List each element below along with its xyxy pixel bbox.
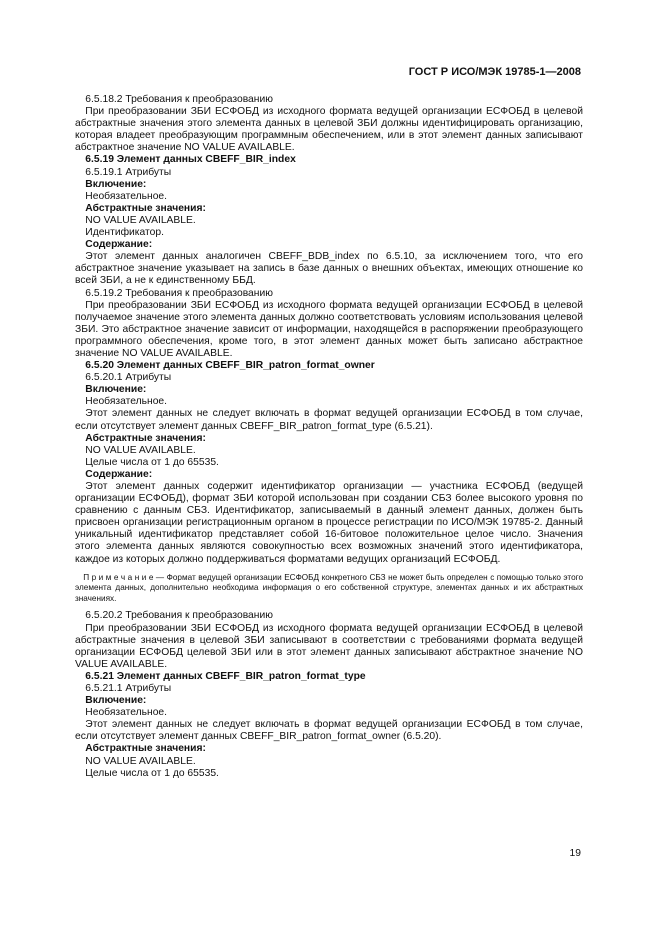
section-heading: Абстрактные значения: bbox=[85, 432, 206, 444]
paragraph: NO VALUE AVAILABLE. bbox=[85, 755, 196, 767]
paragraph: Необязательное. bbox=[85, 707, 168, 719]
section-heading: Включение: bbox=[85, 384, 147, 396]
paragraph: 6.5.20.1 Атрибуты bbox=[85, 372, 172, 384]
paragraph: Этот элемент данных не следует включать в формат ведущей организации ЕСФОБД в том случае, если отсутствует элемент данных CBEFF_BIR_patron_format_type (6.5.21). bbox=[75, 408, 583, 432]
paragraph: Этот элемент данных содержит идентификатор организации — участника ЕСФОБД (ведущей организации ЕСФОБД), формат ЗБИ которой использован при создании СБЗ более высокого уровня по сравнению с данным СБЗ. Идентификатор, записываемый в данный элемент данных, должен быть присвоен организации регистрационным органом в процессе регистрации по ИСО/МЭК 19785-2. Данный уникальный идентификатор представляет собой 16-битовое положительное целое число. Значения этого элемента данных являются совокупностью всех возможных значений этого идентификатора, каждое из которых должно поддерживаться форматами ведущих организаций ЕСФОБД. bbox=[75, 481, 583, 565]
paragraph: Целые числа от 1 до 65535. bbox=[85, 767, 219, 779]
paragraph: 6.5.20.2 Требования к преобразованию bbox=[85, 610, 273, 622]
paragraph: Этот элемент данных не следует включать в формат ведущей организации ЕСФОБД в том случае, если отсутствует элемент данных CBEFF_BIR_patron_format_owner (6.5.20). bbox=[75, 719, 583, 743]
paragraph: Идентификатор. bbox=[85, 227, 164, 239]
page-number: 19 bbox=[569, 848, 581, 859]
paragraph: При преобразовании ЗБИ ЕСФОБД из исходного формата ведущей организации ЕСФОБД в целевой абстрактные значения в целевой ЗБИ записывают в соответствии с требованиями формата ведущей организации ЕСФОБД целевой ЗБИ или в этот элемент данных записывают абстрактное значение NO VALUE AVAILABLE. bbox=[75, 622, 583, 670]
section-heading: Содержание: bbox=[85, 239, 153, 251]
note-paragraph: П р и м е ч а н и е — Формат ведущей организации ЕСФОБД конкретного СБЗ не может быть определен с помощью только этого элемента данных, дополнительно необходима информация о его собственной структуре, элементах данных и их абстрактных значениях. bbox=[75, 572, 583, 603]
section-heading: Абстрактные значения: bbox=[85, 743, 206, 755]
section-heading: Содержание: bbox=[85, 468, 153, 480]
paragraph: При преобразовании ЗБИ ЕСФОБД из исходного формата ведущей организации ЕСФОБД в целевой получаемое значение этого элемента данных должно соответствовать условиям использования целевой ЗБИ. Это абстрактное значение зависит от информации, находящейся в распоряжении преобразующего программного обеспечения, кроме того, в этот элемент данных может быть записано абстрактное значение NO VALUE AVAILABLE. bbox=[75, 299, 583, 359]
section-heading: 6.5.21 Элемент данных CBEFF_BIR_patron_format_type bbox=[85, 670, 366, 682]
section-heading: 6.5.19 Элемент данных CBEFF_BIR_index bbox=[85, 154, 296, 166]
paragraph: Необязательное. bbox=[85, 190, 168, 202]
page-body bbox=[75, 94, 583, 780]
section-heading: 6.5.20 Элемент данных CBEFF_BIR_patron_format_owner bbox=[85, 360, 375, 372]
paragraph: Целые числа от 1 до 65535. bbox=[85, 456, 219, 468]
paragraph: 6.5.21.1 Атрибуты bbox=[85, 683, 172, 694]
paragraph: 6.5.18.2 Требования к преобразованию bbox=[85, 94, 273, 105]
paragraph: 6.5.19.2 Требования к преобразованию bbox=[85, 287, 273, 299]
section-heading: Включение: bbox=[85, 178, 147, 190]
paragraph: При преобразовании ЗБИ ЕСФОБД из исходного формата ведущей организации ЕСФОБД в целевой абстрактные значения этого элемента данных в целевой ЗБИ должны идентифицировать организацию, которая владеет преобразующим программным обеспечением, или в этот элемент данных записывают абстрактное значение NO VALUE AVAILABLE. bbox=[75, 106, 583, 154]
paragraph: 6.5.19.1 Атрибуты bbox=[85, 166, 172, 178]
paragraph: Этот элемент данных аналогичен CBEFF_BDB_index по 6.5.10, за исключением того, что его абстрактное значение указывает на запись в базе данных о внешних объектах, имеющих отношение ко всей ЗБИ, а не к единственному ББД. bbox=[75, 251, 583, 287]
paragraph: Необязательное. bbox=[85, 396, 168, 408]
section-heading: Абстрактные значения: bbox=[85, 202, 206, 214]
document-header: ГОСТ Р ИСО/МЭК 19785-1—2008 bbox=[408, 66, 581, 78]
section-heading: Включение: bbox=[85, 695, 147, 707]
paragraph: NO VALUE AVAILABLE. bbox=[85, 444, 196, 456]
paragraph: NO VALUE AVAILABLE. bbox=[85, 214, 196, 226]
